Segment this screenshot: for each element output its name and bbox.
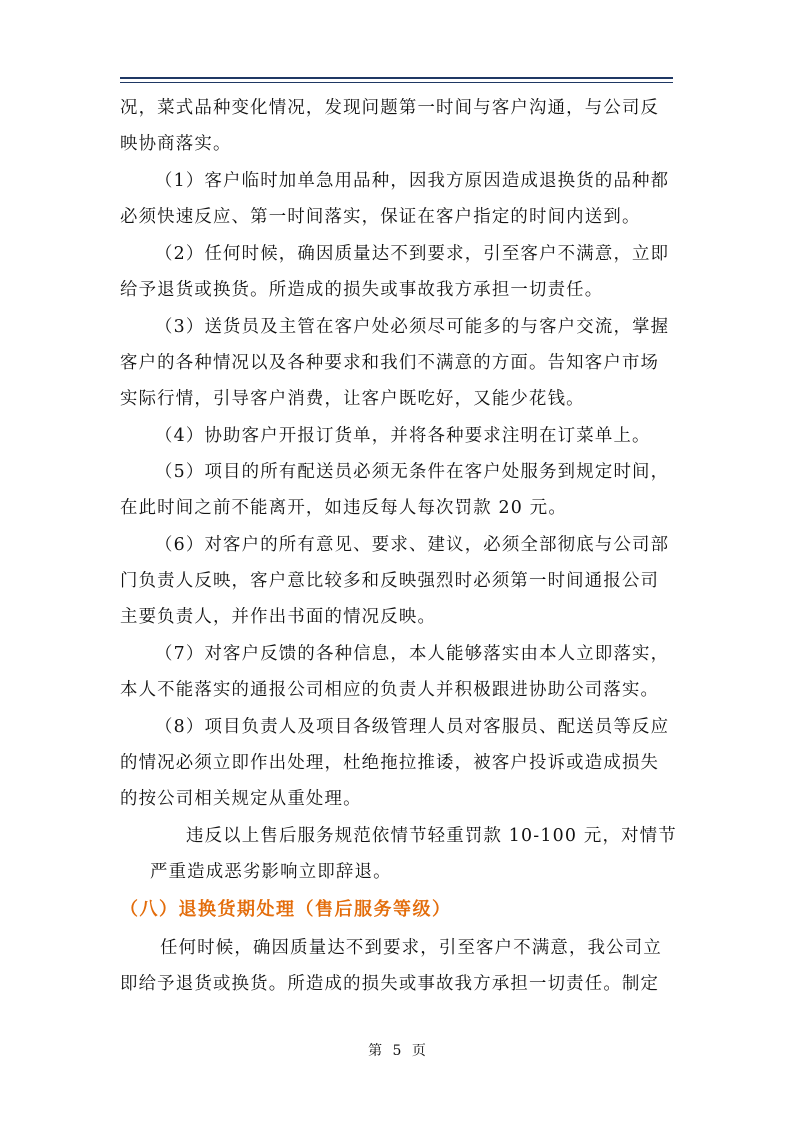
penalty-note-cont: 严重造成恶劣影响立即辞退。 — [150, 862, 392, 882]
body-line: 映协商落实。 — [120, 134, 232, 154]
page-number-suffix: 页 — [411, 1043, 426, 1059]
body-line: 实际行情，引导客户消费，让客户既吃好，又能少花钱。 — [120, 389, 585, 409]
section-line: 任何时候，确因质量达不到要求，引至客户不满意，我公司立 — [160, 938, 662, 958]
body-line: 必须快速反应、第一时间落实，保证在客户指定的时间内送到。 — [120, 207, 641, 227]
body-line: 主要负责人，并作出书面的情况反映。 — [120, 607, 437, 627]
section-heading: （八）退换货期处理（售后服务等级） — [120, 899, 452, 920]
body-line: 客户的各种情况以及各种要求和我们不满意的方面。告知客户市场 — [120, 353, 660, 373]
list-item-1: （1）客户临时加单急用品种，因我方原因造成退换货的品种都 — [155, 171, 670, 191]
list-item-7: （7）对客户反馈的各种信息，本人能够落实由本人立即落实， — [155, 644, 670, 664]
body-line: 门负责人反映，客户意比较多和反映强烈时必须第一时间通报公司 — [120, 571, 660, 591]
list-item-6: （6）对客户的所有意见、要求、建议，必须全部彻底与公司部 — [155, 535, 670, 555]
body-line: 的情况必须立即作出处理，杜绝拖拉推诿，被客户投诉或造成损失 — [120, 753, 660, 773]
body-line: 在此时间之前不能离开，如违反每人每次罚款 20 元。 — [120, 498, 567, 518]
list-item-8: （8）项目负责人及项目各级管理人员对客服员、配送员等反应 — [155, 717, 670, 737]
body-line: 给予退货或换货。所造成的损失或事故我方承担一切责任。 — [120, 280, 604, 300]
penalty-note: 违反以上售后服务规范依情节轻重罚款 10-100 元，对情节 — [186, 826, 677, 846]
section-line: 即给予退货或换货。所造成的损失或事故我方承担一切责任。制定 — [120, 974, 660, 994]
body-line: 的按公司相关规定从重处理。 — [120, 789, 362, 809]
page-number: 5 — [392, 1043, 402, 1059]
body-line: 本人不能落实的通报公司相应的负责人并积极跟进协助公司落实。 — [120, 680, 660, 700]
list-item-4: （4）协助客户开报订货单，并将各种要求注明在订菜单上。 — [155, 426, 651, 446]
body-line: 况，菜式品种变化情况，发现问题第一时间与客户沟通，与公司反 — [120, 98, 660, 118]
header-rule — [120, 77, 673, 79]
page-footer — [0, 1040, 794, 1060]
page-number-prefix: 第 — [368, 1043, 383, 1059]
list-item-3: （3）送货员及主管在客户处必须尽可能多的与客户交流，掌握 — [155, 317, 670, 337]
list-item-2: （2）任何时候，确因质量达不到要求，引至客户不满意，立即 — [155, 244, 670, 264]
list-item-5: （5）项目的所有配送员必须无条件在客户处服务到规定时间， — [155, 462, 670, 482]
header-rule-thin — [120, 82, 673, 83]
